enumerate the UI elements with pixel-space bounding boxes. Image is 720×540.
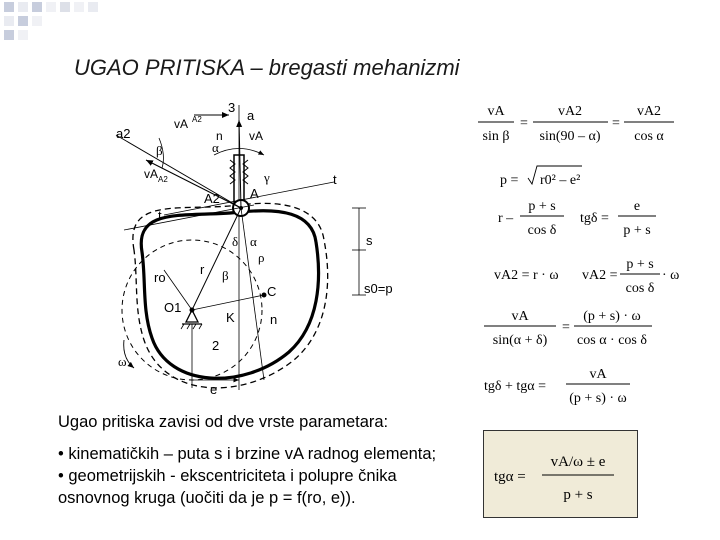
f4-den: cos δ	[625, 281, 655, 296]
f1-a-den: sin β	[482, 129, 510, 144]
label-2: 2	[212, 338, 220, 353]
label-A2: A2	[204, 191, 220, 206]
label-3: 3	[228, 100, 236, 115]
label-s: s	[366, 233, 373, 248]
f4-lhs: vA2 = r · ω	[494, 268, 559, 283]
f1-b-num: vA2	[557, 104, 583, 119]
label-t-right: t	[333, 172, 337, 187]
label-vA2-sub: A2	[158, 175, 168, 184]
f1-c-num: vA2	[636, 104, 662, 119]
f3-den2: p + s	[623, 223, 651, 238]
label-gamma: γ	[264, 170, 270, 185]
f6-den: (p + s) · ω	[569, 391, 627, 406]
f3-lhs: r –	[498, 211, 514, 226]
f1-eq1: =	[520, 116, 528, 131]
f3-num: p + s	[528, 199, 556, 214]
label-a-top: a	[247, 108, 255, 123]
f5-num2: (p + s) · ω	[583, 309, 641, 324]
label-ro: ro	[154, 270, 166, 285]
label-C: C	[267, 284, 277, 299]
f5-num: vA	[511, 309, 529, 324]
label-alpha-mid: α	[250, 234, 257, 249]
label-vA-A2: vA	[174, 117, 189, 131]
label-e: e	[210, 382, 218, 397]
label-O1: O1	[164, 300, 182, 315]
label-A: A	[250, 186, 259, 201]
bullet-geometric: • geometrijskih - ekscentriciteta i polupre čnika osnovnog kruga (uočiti da je p = f(ro, e)).	[58, 467, 397, 507]
f2-rad: r0² – e²	[540, 173, 581, 188]
f4-num: p + s	[626, 257, 654, 272]
cam-mechanism-diagram	[104, 100, 393, 398]
label-K: K	[226, 310, 235, 325]
bullet-kinematic: • kinematičkih – puta s i brzine vA radnog elementa;	[58, 445, 437, 463]
key-formula-den: p + s	[563, 487, 593, 503]
f6-num: vA	[589, 367, 607, 382]
label-a2: a2	[116, 126, 131, 141]
label-rho: ρ	[258, 250, 265, 265]
label-omega: ω	[118, 354, 127, 369]
f3-den: cos δ	[527, 223, 557, 238]
label-vA: vA	[249, 129, 264, 143]
label-beta-top: β	[156, 143, 163, 158]
f3-num2: e	[633, 199, 641, 214]
label-vA-A2-sub: A2	[192, 115, 202, 124]
label-n-bottom: n	[270, 312, 278, 327]
label-delta: δ	[232, 234, 239, 249]
decorative-squares	[0, 0, 130, 50]
f2-lhs: p =	[500, 173, 519, 188]
f4-tail: · ω	[662, 268, 680, 283]
f3-tg: tgδ =	[580, 211, 609, 226]
f1-b-den: sin(90 – α)	[539, 129, 601, 144]
f5-den2: cos α · cos δ	[577, 333, 647, 348]
formula-panel	[470, 98, 710, 413]
label-alpha-top: α	[212, 140, 219, 155]
label-t-left: t	[158, 208, 162, 223]
f5-eq: =	[562, 320, 570, 335]
label-s0p: s0=p	[364, 281, 393, 296]
key-formula-lhs: tgα =	[494, 469, 526, 485]
label-n-top: n	[216, 129, 223, 143]
key-formula-box	[483, 430, 638, 518]
f5-den: sin(α + δ)	[492, 333, 548, 348]
key-formula-num: vA/ω ± e	[550, 454, 606, 470]
f1-c-den: cos α	[634, 129, 664, 144]
key-formula	[484, 431, 637, 517]
label-vA2: vA	[144, 167, 159, 181]
f6-lhs: tgδ + tgα =	[484, 379, 547, 394]
intro-text: Ugao pritiska zavisi od dve vrste parametara:	[58, 413, 389, 431]
explanation-text	[58, 411, 458, 509]
f1-eq2: =	[612, 116, 620, 131]
label-beta-mid: β	[222, 268, 229, 283]
page-title: UGAO PRITISKA – bregasti mehanizmi	[74, 55, 460, 80]
label-r: r	[200, 262, 205, 277]
f1-a-num: vA	[487, 104, 505, 119]
f4-lhs2: vA2 =	[582, 268, 618, 283]
